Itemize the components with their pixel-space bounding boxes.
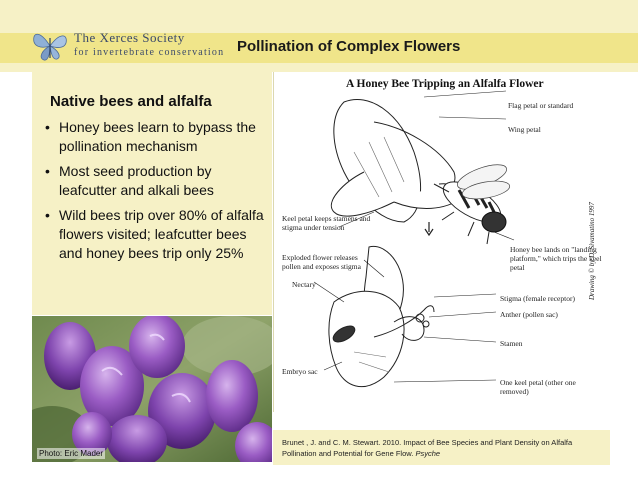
label-stigma: Stigma (female receptor) <box>500 294 575 303</box>
label-embryo-sac: Embryo sac <box>282 367 318 376</box>
citation <box>282 437 607 459</box>
label-landing-platform: Honey bee lands on "landing platform," which trips the keel petal <box>510 245 602 272</box>
diagram-drawing <box>274 72 611 412</box>
subheading: Native bees and alfalfa <box>50 93 212 110</box>
org-name: The Xerces Society <box>74 30 185 45</box>
label-one-keel-petal: One keel petal (other one removed) <box>500 378 576 396</box>
bullet-list <box>44 118 272 269</box>
label-wing-petal: Wing petal <box>508 125 541 134</box>
photo-credit: Photo: Eric Mader <box>39 449 104 458</box>
label-anther: Anther (pollen sac) <box>500 310 558 319</box>
alfalfa-photo <box>32 316 272 462</box>
label-flag-petal: Flag petal or standard <box>508 101 574 110</box>
label-keel-petal: Keel petal keeps stamens and stigma under tension <box>282 214 371 232</box>
xerces-logo <box>30 28 240 64</box>
bee-diagram <box>273 72 611 412</box>
label-nectary: Nectary <box>292 280 316 289</box>
drawing-credit: Drawing © by D. Sivamatino 1997 <box>588 202 596 300</box>
label-exploded-flower: Exploded flower releases pollen and exposes stigma <box>282 253 361 271</box>
citation-text: Brunet , J. and C. M. Stewart. 2010. Impact of Bee Species and Plant Density on Alfalfa Pollination and Potential for Gene Flow. <box>282 438 573 458</box>
org-tagline: for invertebrate conservation <box>74 47 225 58</box>
bullet-item: • Most seed production by leafcutter and alkali bees <box>44 162 272 200</box>
label-stamen: Stamen <box>500 339 523 348</box>
butterfly-icon <box>30 28 70 64</box>
bullet-item: • Wild bees trip over 80% of alfalfa flowers visited; leafcutter bees and honey bees trip only 25% <box>44 206 272 263</box>
bullet-item: • Honey bees learn to bypass the pollination mechanism <box>44 118 272 156</box>
diagram-title: A Honey Bee Tripping an Alfalfa Flower <box>346 78 544 90</box>
slide-title: Pollination of Complex Flowers <box>237 38 461 55</box>
citation-journal: Psyche <box>415 449 441 458</box>
